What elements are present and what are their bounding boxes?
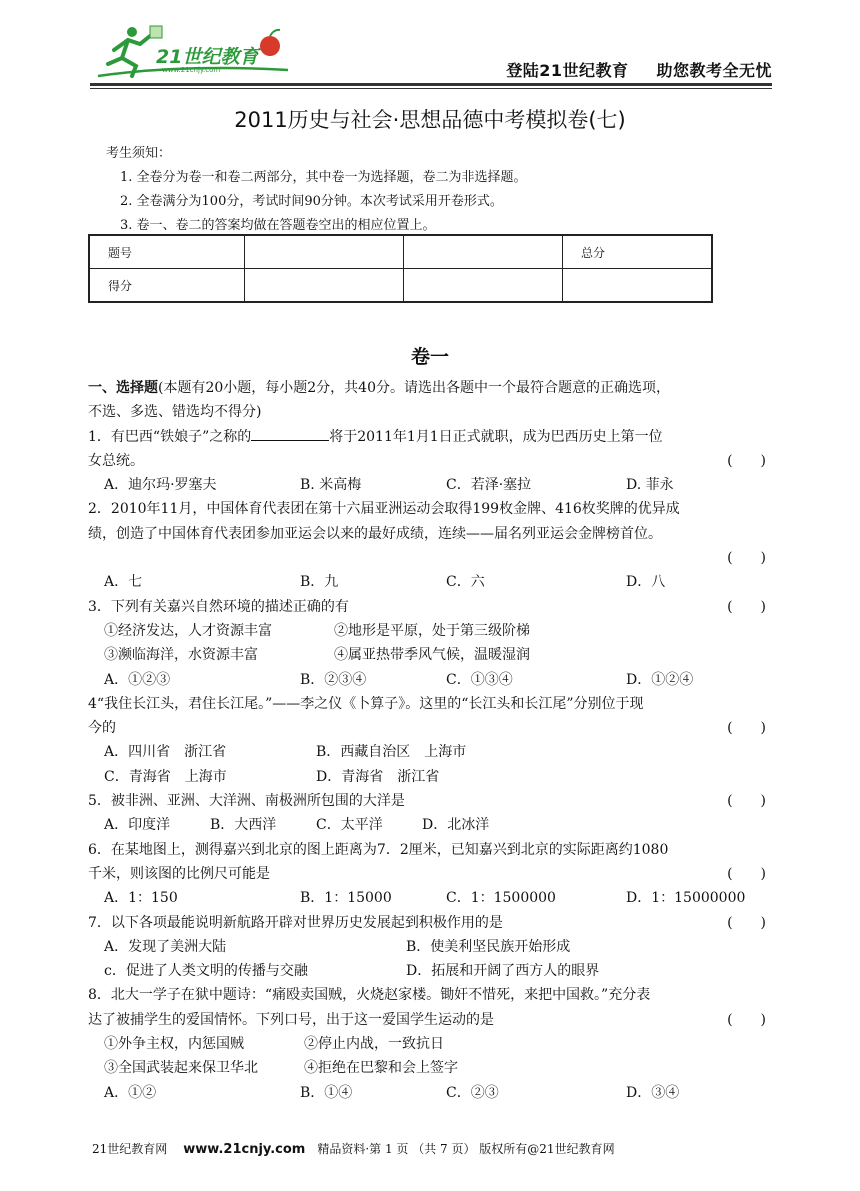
option: A．①② <box>104 1084 157 1101</box>
table-cell <box>563 269 713 303</box>
option: D．青海省 浙江省 <box>316 768 440 785</box>
footer-page-info: 精品资料·第 1 页 （共 7 页） 版权所有@21世纪教育网 <box>317 1142 615 1156</box>
options-row <box>88 1081 776 1105</box>
header-rule <box>90 83 772 86</box>
table-cell-score: 得分 <box>89 269 245 303</box>
option: B．西藏自治区 上海市 <box>316 744 467 761</box>
header-rule-thin <box>90 88 772 89</box>
option: C．1：1500000 <box>446 890 556 907</box>
option: D．1：15000000 <box>626 890 746 907</box>
option: B．②③④ <box>300 671 367 688</box>
question-6: 6．在某地图上，测得嘉兴到北京的图上距离为7．2厘米，已知嘉兴到北京的实际距离约1080 <box>88 841 669 858</box>
question-line <box>88 546 776 570</box>
notes-heading: 考生须知： <box>106 146 172 161</box>
logo-text: 21世纪教育 <box>156 46 259 68</box>
question-text: 3．下列有关嘉兴自然环境的描述正确的有 <box>88 598 349 615</box>
table-cell-total: 总分 <box>563 235 713 269</box>
statement: ③全国武装起来保卫华北 <box>104 1060 258 1077</box>
options-row <box>88 935 776 959</box>
option: C．①③④ <box>446 671 513 688</box>
table-cell <box>245 269 404 303</box>
statement: ①经济发达，人才资源丰富 <box>104 622 272 639</box>
statement: ②地形是平原，处于第三级阶梯 <box>334 622 530 639</box>
answer-paren: ( ) <box>727 598 766 615</box>
statements-row <box>88 619 776 643</box>
question-text: 7．以下各项最能说明新航路开辟对世界历史发展起到积极作用的是 <box>88 914 503 931</box>
options-row <box>88 570 776 594</box>
header-slogan <box>506 58 772 81</box>
question-3 <box>88 595 776 619</box>
statements-row <box>88 1056 776 1080</box>
exam-notes <box>106 142 527 238</box>
question-text: 5．被非洲、亚洲、大洋洲、南极洲所包围的大洋是 <box>88 793 405 810</box>
option: C．②③ <box>446 1084 499 1101</box>
volume-heading: 卷一 <box>410 346 449 368</box>
options-row <box>88 740 776 764</box>
question-line <box>88 862 776 886</box>
answer-paren: ( ) <box>727 452 766 469</box>
footer-site: 21世纪教育网 <box>92 1142 168 1156</box>
option: A．迪尔玛·罗塞夫 <box>104 477 217 494</box>
option: B．九 <box>300 574 339 591</box>
question-line <box>88 716 776 740</box>
question-text: 女总统。 <box>88 452 144 469</box>
question-1 <box>88 425 776 449</box>
answer-paren: ( ) <box>727 793 766 810</box>
table-cell <box>404 269 563 303</box>
statement: ①外争主权，内惩国贼 <box>104 1036 244 1053</box>
question-text: 1．有巴西“铁娘子”之称的 <box>88 428 252 445</box>
question-7 <box>88 911 776 935</box>
question-text: 今的 <box>88 720 116 737</box>
section-desc: (本题有20小题，每小题2分，共40分。请选出各题中一个最符合题意的正确选项， <box>158 380 670 396</box>
statement: ③濒临海洋，水资源丰富 <box>104 647 258 664</box>
question-line: 绩，创造了中国体育代表团参加亚运会以来的最好成绩，连续——届名列亚运会金牌榜首位。 <box>88 525 662 542</box>
section-desc-cont: 不选、多选、错选均不得分) <box>88 404 262 421</box>
option: B．1：15000 <box>300 890 392 907</box>
question-2: 2．2010年11月，中国体育代表团在第十六届亚洲运动会取得199枚金牌、416枚奖牌的优异成 <box>88 501 680 518</box>
options-row <box>88 959 776 983</box>
answer-paren: ( ) <box>727 1011 766 1028</box>
notes-item: 1. 全卷分为卷一和卷二两部分，其中卷一为选择题，卷二为非选择题。 <box>120 170 527 185</box>
answer-paren: ( ) <box>727 865 766 882</box>
slogan-left: 登陆21世纪教育 <box>506 61 629 80</box>
option: D．③④ <box>626 1084 680 1101</box>
option: C．六 <box>446 574 485 591</box>
option: A．1：150 <box>104 890 178 907</box>
statements-row <box>88 1032 776 1056</box>
question-5 <box>88 789 776 813</box>
section-header <box>88 376 776 400</box>
statement: ②停止内战，一致抗日 <box>304 1036 444 1053</box>
option: A．发现了美洲大陆 <box>104 938 227 955</box>
question-text: 达了被捕学生的爱国情怀。下列口号，出于这一爱国学生运动的是 <box>88 1011 494 1028</box>
answer-paren: ( ) <box>727 914 766 931</box>
score-table <box>88 234 713 303</box>
question-text: 千米，则该图的比例尺可能是 <box>88 865 270 882</box>
question-text: 将于2011年1月1日正式就职，成为巴西历史上第一位 <box>329 428 663 445</box>
option: B．使美利坚民族开始形成 <box>406 938 571 955</box>
option: B．①④ <box>300 1084 353 1101</box>
option: A．印度洋 <box>104 817 171 834</box>
question-line <box>88 449 776 473</box>
notes-item: 2. 全卷满分为100分，考试时间90分钟。本次考试采用开卷形式。 <box>120 194 503 209</box>
option: D．北冰洋 <box>422 817 490 834</box>
option: A．七 <box>104 574 143 591</box>
option: C．青海省 上海市 <box>104 768 227 785</box>
fill-blank <box>251 426 329 441</box>
site-logo <box>92 20 292 82</box>
options-row <box>88 813 776 837</box>
table-cell <box>245 235 404 269</box>
options-row <box>88 668 776 692</box>
logo-url: www.21cnjy.com <box>162 66 221 74</box>
option: A．①②③ <box>104 671 171 688</box>
options-row <box>88 886 776 910</box>
section-title: 一、选择题 <box>88 380 158 396</box>
option: c．促进了人类文明的传播与交融 <box>104 963 308 980</box>
footer-url[interactable]: www.21cnjy.com <box>183 1142 306 1157</box>
question-body <box>88 376 776 1105</box>
answer-paren: ( ) <box>727 720 766 737</box>
option: D．拓展和开阔了西方人的眼界 <box>406 963 600 980</box>
statement: ④拒绝在巴黎和会上签字 <box>304 1060 458 1077</box>
table-cell <box>404 235 563 269</box>
answer-paren: ( ) <box>727 550 766 567</box>
options-row <box>88 765 776 789</box>
option: D. 菲永 <box>626 477 674 494</box>
question-8: 8．北大一学子在狱中题诗：“痛殴卖国贼，火烧赵家楼。锄奸不惜死，来把中国救。”充分表 <box>88 987 651 1004</box>
exam-title: 2011历史与社会·思想品德中考模拟卷(七) <box>234 108 626 132</box>
slogan-right: 助您教考全无忧 <box>656 61 772 80</box>
question-line <box>88 1008 776 1032</box>
option: C．太平洋 <box>316 817 383 834</box>
notes-item: 3. 卷一、卷二的答案均做在答题卷空出的相应位置上。 <box>120 218 436 233</box>
statement: ④属亚热带季风气候，温暖湿润 <box>334 647 530 664</box>
option: C．若泽·塞拉 <box>446 477 532 494</box>
option: A．四川省 浙江省 <box>104 744 227 761</box>
options-row <box>88 473 776 497</box>
option: D．八 <box>626 574 666 591</box>
option: B．大西洋 <box>210 817 277 834</box>
statements-row <box>88 643 776 667</box>
option: D．①②④ <box>626 671 694 688</box>
page-footer <box>92 1140 615 1157</box>
question-4: 4“我住长江头，君住长江尾。”——李之仪《卜算子》。这里的“长江头和长江尾”分别位于现 <box>88 695 644 712</box>
table-cell-question-no: 题号 <box>89 235 245 269</box>
option: B. 米高梅 <box>300 477 362 494</box>
